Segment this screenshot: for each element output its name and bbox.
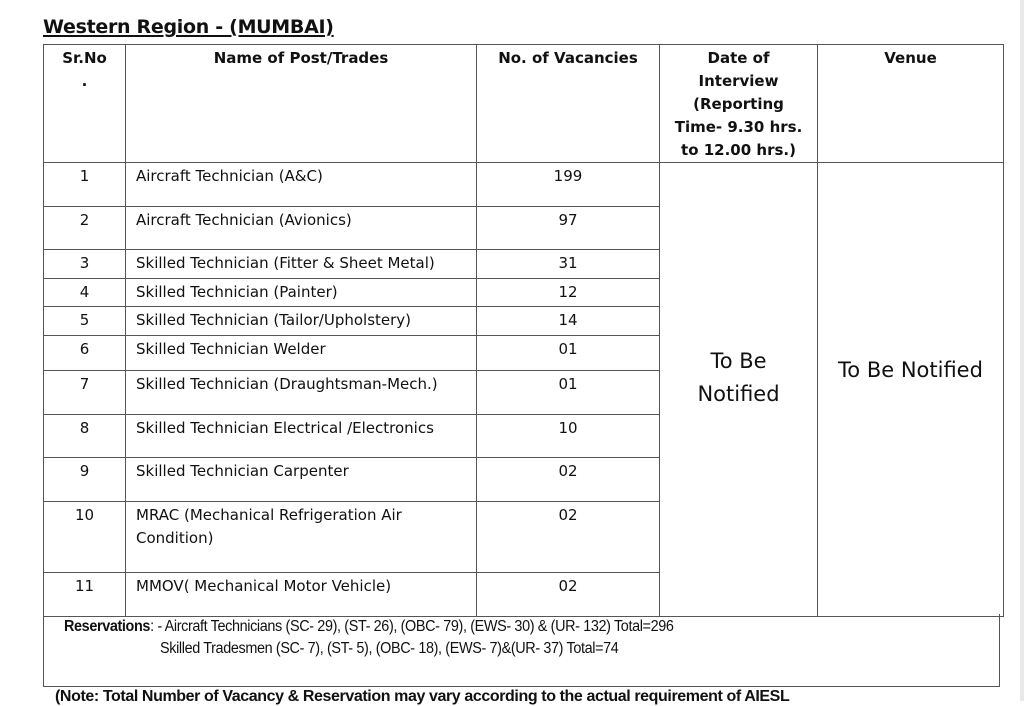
row-post-name: Skilled Technician (Painter) <box>126 279 477 307</box>
row-sr-no: 5 <box>44 307 126 336</box>
date-of-interview-line2: Notified <box>697 381 780 406</box>
row-post-name: MRAC (Mechanical Refrigeration Air Condition) <box>126 502 477 573</box>
row-sr-no: 7 <box>44 371 126 415</box>
header-date-line3: (Reporting <box>693 95 784 113</box>
row-post-name: Skilled Technician (Tailor/Upholstery) <box>126 307 477 336</box>
date-of-interview-line1: To Be <box>710 348 767 373</box>
row-vacancies: 97 <box>477 207 660 250</box>
row-sr-no: 9 <box>44 458 126 502</box>
reservations-line-aircraft <box>64 618 674 636</box>
row-vacancies: 02 <box>477 458 660 502</box>
reservations-aircraft-text: : - Aircraft Technicians (SC- 29), (ST- 26), (OBC- 79), (EWS- 30) & (UR- 132) Total=296 <box>150 618 674 635</box>
row-sr-no: 2 <box>44 207 126 250</box>
row-sr-no: 6 <box>44 336 126 371</box>
row-sr-no: 8 <box>44 415 126 458</box>
row-post-name: Aircraft Technician (A&C) <box>126 163 477 207</box>
header-venue: Venue <box>818 45 1004 163</box>
venue-cell: To Be Notified <box>818 163 1004 617</box>
header-date-line2: Interview <box>698 72 779 90</box>
row-vacancies: 12 <box>477 279 660 307</box>
row-vacancies: 199 <box>477 163 660 207</box>
header-sr-no-line2: . <box>81 72 88 90</box>
vacancy-table <box>43 44 1004 617</box>
reservations-line-tradesmen: Skilled Tradesmen (SC- 7), (ST- 5), (OBC- 18), (EWS- 7)&(UR- 37) Total=74 <box>160 640 619 657</box>
row-vacancies: 10 <box>477 415 660 458</box>
row-vacancies: 01 <box>477 371 660 415</box>
header-date-line4: Time- 9.30 hrs. <box>674 118 803 136</box>
header-date-of-interview <box>660 45 818 163</box>
row-sr-no: 3 <box>44 250 126 279</box>
header-date-line1: Date of <box>707 49 770 67</box>
reservations-box <box>43 614 1000 687</box>
note-text: (Note: Total Number of Vacancy & Reservation may vary according to the actual requirement of AIESL <box>55 688 790 705</box>
row-post-name: MMOV( Mechanical Motor Vehicle) <box>126 573 477 617</box>
row-post-name: Aircraft Technician (Avionics) <box>126 207 477 250</box>
row-sr-no: 4 <box>44 279 126 307</box>
header-date-line5: to 12.00 hrs.) <box>681 141 796 159</box>
row-post-name: Skilled Technician (Draughtsman-Mech.) <box>126 371 477 415</box>
header-sr-no-line1: Sr.No <box>62 49 107 67</box>
row-post-name: Skilled Technician Electrical /Electronics <box>126 415 477 458</box>
reservations-label: Reservations <box>64 618 151 635</box>
header-name-of-post: Name of Post/Trades <box>126 45 477 163</box>
row-post-name: Skilled Technician (Fitter & Sheet Metal) <box>126 250 477 279</box>
row-vacancies: 02 <box>477 502 660 573</box>
row-vacancies: 31 <box>477 250 660 279</box>
row-vacancies: 01 <box>477 336 660 371</box>
header-sr-no <box>44 45 126 163</box>
page-title: Western Region - (MUMBAI) <box>43 16 334 38</box>
row-post-name: Skilled Technician Welder <box>126 336 477 371</box>
row-sr-no: 11 <box>44 573 126 617</box>
row-post-name: Skilled Technician Carpenter <box>126 458 477 502</box>
row-vacancies: 14 <box>477 307 660 336</box>
table-row <box>44 163 1004 207</box>
page-edge <box>1020 0 1024 701</box>
row-sr-no: 10 <box>44 502 126 573</box>
table-header-row <box>44 45 1004 163</box>
header-vacancies: No. of Vacancies <box>477 45 660 163</box>
row-sr-no: 1 <box>44 163 126 207</box>
date-of-interview-cell <box>660 163 818 617</box>
row-vacancies: 02 <box>477 573 660 617</box>
